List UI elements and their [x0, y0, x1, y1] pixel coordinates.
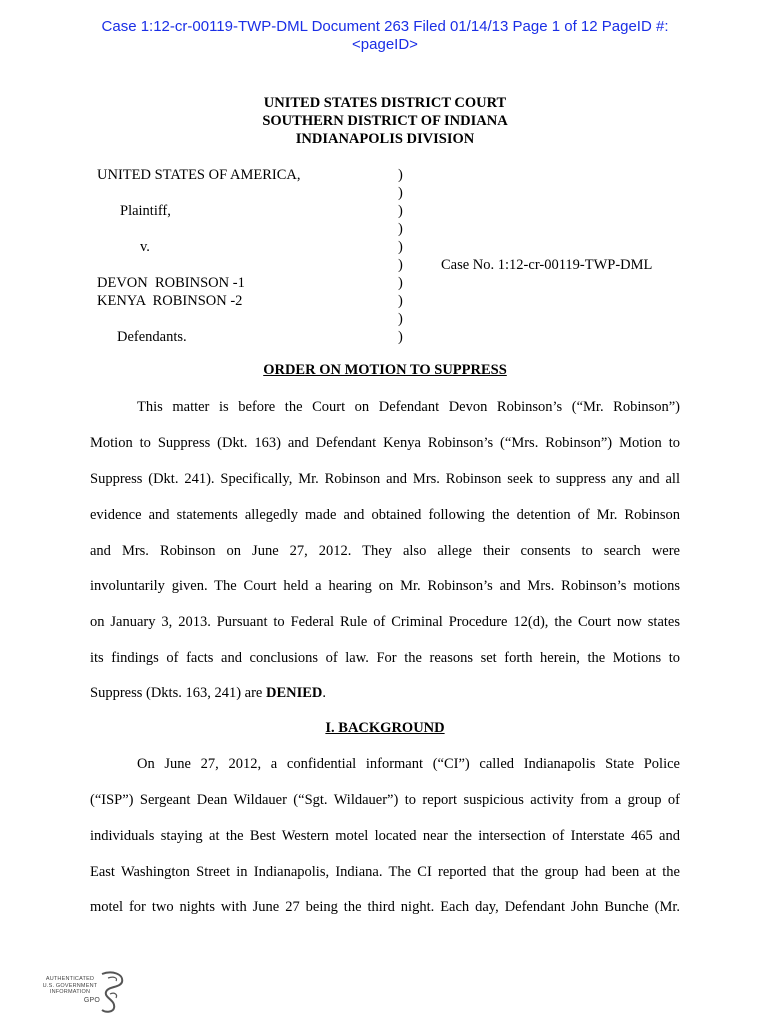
court-heading: [0, 94, 770, 148]
defendant-role: Defendants.: [117, 329, 187, 345]
paren: ): [398, 329, 403, 345]
text-span: Suppress (Dkts. 163, 241) are: [90, 685, 266, 701]
gpo-authentication-logo: [40, 970, 135, 1014]
paren: ): [398, 257, 403, 273]
eagle-icon: [98, 970, 128, 1014]
defendant-1: DEVON ROBINSON -1: [97, 275, 245, 291]
paren: ): [398, 221, 403, 237]
page-id-placeholder: <pageID>: [352, 36, 418, 53]
body-line: evidence and statements allegedly made and obtained following the detention of Mr. Robinson: [90, 507, 680, 523]
section-heading: I. BACKGROUND: [325, 720, 445, 736]
court-district: SOUTHERN DISTRICT OF INDIANA: [262, 113, 508, 129]
body-line: motel for two nights with June 27 being the third night. Each day, Defendant John Bunche (Mr.: [90, 899, 680, 915]
paren: ): [398, 185, 403, 201]
versus-label: v.: [140, 239, 150, 255]
paren: ): [398, 239, 403, 255]
case-number: Case No. 1:12-cr-00119-TWP-DML: [441, 257, 653, 273]
court-name: UNITED STATES DISTRICT COURT: [263, 95, 507, 111]
body-line: East Washington Street in Indianapolis, Indiana. The CI reported that the group had been at the: [90, 864, 680, 880]
paren: ): [398, 293, 403, 309]
paren: ): [398, 167, 403, 183]
court-division: INDIANAPOLIS DIVISION: [295, 131, 475, 147]
body-line: involuntarily given. The Court held a hearing on Mr. Robinson’s and Mrs. Robinson’s motions: [90, 578, 680, 594]
plaintiff-party: UNITED STATES OF AMERICA,: [97, 167, 301, 183]
gpo-line: INFORMATION: [49, 989, 91, 995]
body-line: on January 3, 2013. Pursuant to Federal Rule of Criminal Procedure 12(d), the Court now states: [90, 614, 680, 630]
body-line: and Mrs. Robinson on June 27, 2012. They also allege their consents to search were: [90, 543, 680, 559]
body-line: Motion to Suppress (Dkt. 163) and Defendant Kenya Robinson’s (“Mrs. Robinson”) Motion to: [90, 435, 680, 451]
gpo-line: AUTHENTICATED: [45, 976, 95, 982]
body-line: On June 27, 2012, a confidential informant (“CI”) called Indianapolis State Police: [137, 756, 680, 772]
caption-parentheses: [398, 166, 403, 346]
text-span: .: [322, 685, 327, 701]
body-line: This matter is before the Court on Defendant Devon Robinson’s (“Mr. Robinson”): [137, 399, 680, 415]
paren: ): [398, 311, 403, 327]
gpo-line: GPO: [83, 996, 100, 1004]
gpo-line: U.S. GOVERNMENT: [42, 982, 98, 989]
body-line-last: [90, 684, 680, 702]
plaintiff-role: Plaintiff,: [120, 203, 171, 219]
body-line: its findings of facts and conclusions of law. For the reasons set forth herein, the Motions to: [90, 650, 680, 666]
ruling-denied: DENIED: [266, 685, 323, 701]
gpo-text: [40, 976, 100, 1004]
paren: ): [398, 275, 403, 291]
defendant-2: KENYA ROBINSON -2: [97, 293, 243, 309]
case-header-line: Case 1:12-cr-00119-TWP-DML Document 263 Filed 01/14/13 Page 1 of 12 PageID #:: [101, 18, 669, 35]
body-line: individuals staying at the Best Western motel located near the intersection of Interstate 465 and: [90, 828, 680, 844]
body-line: Suppress (Dkt. 241). Specifically, Mr. Robinson and Mrs. Robinson seek to suppress any and all: [90, 471, 680, 487]
paren: ): [398, 203, 403, 219]
order-title: ORDER ON MOTION TO SUPPRESS: [263, 362, 507, 378]
body-line: (“ISP”) Sergeant Dean Wildauer (“Sgt. Wildauer”) to report suspicious activity from a group of: [90, 792, 680, 808]
